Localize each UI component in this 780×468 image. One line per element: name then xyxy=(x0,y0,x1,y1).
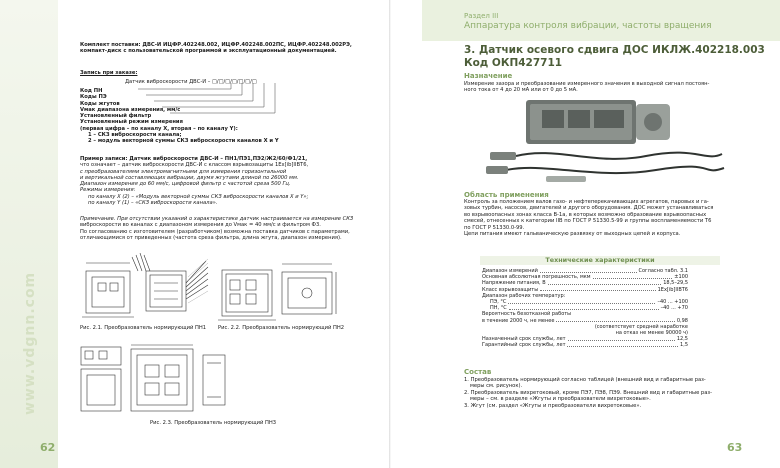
composition-item: меры см. рисунок). xyxy=(470,383,523,390)
spec-value: 12,5 xyxy=(676,336,688,343)
site-watermark: www.vdgnn.com xyxy=(22,271,38,415)
section-label: Раздел III xyxy=(464,12,499,20)
order-code: Датчик виброскорости ДВС-И – □/□/□/□/□/□/□ xyxy=(125,79,257,85)
spec-value: Согласно табл. 3.1 xyxy=(638,268,688,274)
purpose-line: ного тока от 4 до 20 мА или от 0 до 5 мА. xyxy=(464,87,578,94)
usage-line: смесей, отнесенных к категории IIВ по ГОСТ Р 51330.5-99 и группы воспламеняемости Т6 xyxy=(464,218,712,225)
figure-pn3-drawing xyxy=(75,343,235,415)
example-line: что означает – датчик виброскорости ДВС-И с классом взрывозащиты 1Ex[ib]IIBT6, xyxy=(80,162,309,169)
example-line: с преобразователями электромагнитными для измерения горизонтальной xyxy=(80,168,287,175)
kit-paragraph xyxy=(80,42,380,55)
usage-line: Контроль за положением валов газо- и нефтеперекачивающих агрегатов, паровых и га- xyxy=(464,199,709,205)
book-spine xyxy=(389,0,391,468)
tech-specs xyxy=(482,268,688,349)
kit-line: компакт-диск с пользовательской программой и эксплуатационный документацией. xyxy=(80,48,337,55)
order-item: Vмак диапазона измерения, мм/с xyxy=(80,106,181,113)
note-paragraph xyxy=(80,216,380,241)
order-items xyxy=(80,88,380,145)
spec-value: ±100 xyxy=(674,274,688,281)
example-line: по каналу Х (2) – «Модуль векторной суммы СКЗ виброскорости каналов Х и Y»; xyxy=(88,193,309,200)
composition-list xyxy=(464,377,749,409)
order-item: Код ПН xyxy=(80,88,103,94)
spec-value: 1Ex[ib]IIBT6 xyxy=(657,286,688,293)
composition-heading: Состав xyxy=(464,368,492,376)
reliability-label: Вероятность безотказной работы xyxy=(482,311,572,318)
order-item: Установленный режим измерения xyxy=(80,119,183,126)
usage-paragraph xyxy=(464,199,749,237)
spec-label: Основная абсолютная погрешность, мкм xyxy=(482,274,591,281)
note-line: виброскорости во каналах с диапазоном измерения до Vмак = 40 мм/с и фильтром Ф3. xyxy=(80,222,321,229)
composition-item: меры – см. в разделе «Жгуты и преобразователи вихретоковые». xyxy=(470,396,651,403)
spec-label: ПЭ, °С xyxy=(490,299,507,306)
device-photo xyxy=(486,96,726,190)
usage-line: во взрывоопасных зонах класса В-1а, в которых возможно образование взрывоопасных xyxy=(464,211,707,218)
spec-label: Гарантийный срок службы, лет xyxy=(482,342,566,349)
spec-label: Класс взрывозащиты xyxy=(482,286,539,293)
note-line: Примечание. При отсутствии указаний о характеристике датчик настраивается на измерение СКЗ xyxy=(80,216,354,222)
purpose-paragraph xyxy=(464,81,749,94)
example-line: Диапазон измерения до 60 мм/с, цифровой фильтр с частотой среза 500 Гц. xyxy=(80,181,291,188)
page-number-left: 62 xyxy=(40,441,56,454)
usage-line: Цепи питания имеют гальваническую развязку от выходных цепей и корпуса. xyxy=(464,231,681,238)
composition-item: 1. Преобразователь нормирующий согласно таблицей (внешний вид и габаритные раз- xyxy=(464,377,706,383)
figure-pn1-drawing xyxy=(80,253,210,323)
spec-value: 1,5 xyxy=(680,342,688,349)
spec-label: в течение 2000 ч, не менее xyxy=(482,317,555,324)
device-title-line: 3. Датчик осевого сдвига ДОС ИКЛЖ.402218.003 xyxy=(464,44,765,56)
note-line: По согласованию с изготовителем (разработчиком) возможна поставка датчиков с параметрами, xyxy=(80,228,350,235)
order-item: Установленный фильтр xyxy=(80,113,152,120)
example-paragraph xyxy=(80,156,380,206)
spec-value: –40 ... +70 xyxy=(660,305,688,312)
order-item: 1 – СКЗ виброскорости канала; xyxy=(88,132,182,139)
spec-label: ПН, °С xyxy=(490,305,507,312)
spec-row xyxy=(482,342,688,348)
order-item: 2 – модуль векторной суммы СКЗ виброскорости каналов Х и Y xyxy=(88,138,279,145)
usage-line: зовых турбин, насосов, двигателей и другого оборудования. ДОС может устанавливаться xyxy=(464,205,714,212)
kit-line: Комплект поставки: ДВС-И ИЦФР.402248.002, ИЦФР.402248.002ПС, ИЦФР.402248.002РЭ, xyxy=(80,42,352,48)
spec-value: 0,98 xyxy=(676,317,688,324)
example-line: Пример записи: Датчик виброскорости ДВС-И – ПН1/ПЭ1,ПЭ2/Ж2/60/Ф1/21, xyxy=(80,156,308,162)
example-line: и вертикальной составляющих вибрации, двумя жгутами длиной по 26000 мм. xyxy=(80,174,299,181)
tech-heading: Технические характеристики xyxy=(480,256,720,265)
figure-pn2-drawing xyxy=(218,260,343,323)
order-item: (первая цифра – по каналу Х, вторая – по каналу Y): xyxy=(80,125,238,132)
device-title-code: Код ОКП427711 xyxy=(464,57,563,69)
device-title xyxy=(464,44,765,70)
spec-label: Назначенный срок службы, лет xyxy=(482,336,566,343)
section-title: Аппаратура контроля вибрации, частоты вращения xyxy=(464,21,712,31)
spec-value: –40 ... +100 xyxy=(657,299,688,306)
page-number-right: 63 xyxy=(727,441,743,454)
spec-label: Диапазон измерений xyxy=(482,268,538,274)
composition-item: 2. Преобразователь вихретоковый, кроме ПЭ7, ПЭ8, ПЭ9. Внешний вид и габаритные раз- xyxy=(464,389,713,396)
caption-pn3: Рис. 2.3. Преобразователь нормирующий ПН3 xyxy=(150,420,277,426)
usage-line: по ГОСТ Р 51330.0-99. xyxy=(464,224,525,231)
example-line: по каналу Y (1) – «СКЗ виброскорости канала». xyxy=(88,200,218,207)
temp-heading: Диапазон рабочих температур: xyxy=(482,292,566,299)
reliability-note: на отказ не менее 90000 ч) xyxy=(615,330,688,337)
composition-item: 3. Жгут (см. раздел «Жгуты и преобразователи вихретоковые». xyxy=(464,402,642,409)
spec-label: Напряжение питания, В xyxy=(482,280,546,287)
spec-value: 18,5–29,5 xyxy=(663,280,688,287)
purpose-line: Измерение зазора и преобразование измеренного значения в выходной сигнал постоян- xyxy=(464,81,710,87)
caption-pn1: Рис. 2.1. Преобразователь нормирующий ПН1 xyxy=(80,325,207,331)
order-item: Коды ПЭ xyxy=(80,94,107,101)
purpose-heading: Назначение xyxy=(464,72,513,80)
usage-heading: Область применения xyxy=(464,191,549,199)
reliability-note: (соответствует средней наработке xyxy=(594,323,688,330)
caption-pn2: Рис. 2.2. Преобразователь нормирующий ПН2 xyxy=(218,325,345,331)
note-line: отличающимися от приведенных (частота среза фильтра, длина жгута, диапазон измерения). xyxy=(80,234,342,241)
order-item: Коды жгутов xyxy=(80,100,120,107)
order-heading: Запись при заказе: xyxy=(80,70,138,76)
example-line: Режимы измерения: xyxy=(80,187,136,194)
